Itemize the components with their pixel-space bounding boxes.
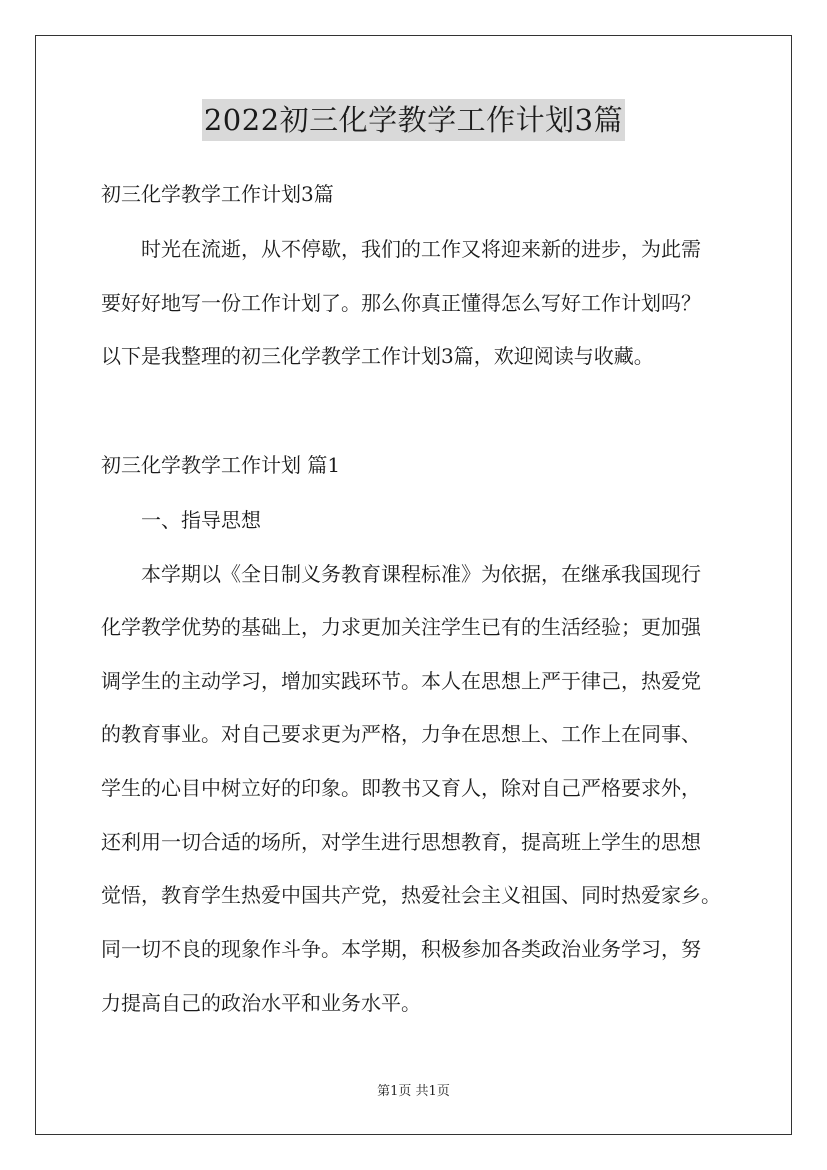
body-line-2: 化学教学优势的基础上，力求更加关注学生已有的生活经验；更加强 xyxy=(101,615,701,639)
body-line-8: 同一切不良的现象作斗争。本学期，积极参加各类政治业务学习，努 xyxy=(101,937,701,961)
body-line-3: 调学生的主动学习，增加实践环节。本人在思想上严于律己，热爱党 xyxy=(101,669,701,693)
body-line-6: 还利用一切合适的场所，对学生进行思想教育，提高班上学生的思想 xyxy=(101,830,701,854)
document-title: 2022初三化学教学工作计划3篇 xyxy=(202,99,625,141)
subheading: 一、指导思想 xyxy=(141,508,261,532)
body-line-1: 本学期以《全日制义务教育课程标准》为依据，在继承我国现行 xyxy=(141,562,701,586)
section-heading: 初三化学教学工作计划 篇1 xyxy=(101,453,341,477)
body-line-9: 力提高自己的政治水平和业务水平。 xyxy=(101,991,421,1015)
document-subtitle: 初三化学教学工作计划3篇 xyxy=(101,182,334,206)
body-line-4: 的教育事业。对自己要求更为严格，力争在思想上、工作上在同事、 xyxy=(101,722,701,746)
page-number: 第1页 共1页 xyxy=(377,1084,450,1099)
intro-line-3: 以下是我整理的初三化学教学工作计划3篇，欢迎阅读与收藏。 xyxy=(101,344,654,368)
intro-line-2: 要好好地写一份工作计划了。那么你真正懂得怎么写好工作计划吗？ xyxy=(101,291,701,315)
body-line-5: 学生的心目中树立好的印象。即教书又育人，除对自己严格要求外， xyxy=(101,776,701,800)
intro-line-1: 时光在流逝，从不停歇，我们的工作又将迎来新的进步，为此需 xyxy=(141,237,701,261)
body-line-7: 觉悟，教育学生热爱中国共产党，热爱社会主义祖国、同时热爱家乡。 xyxy=(101,883,721,907)
title-container xyxy=(0,99,827,141)
